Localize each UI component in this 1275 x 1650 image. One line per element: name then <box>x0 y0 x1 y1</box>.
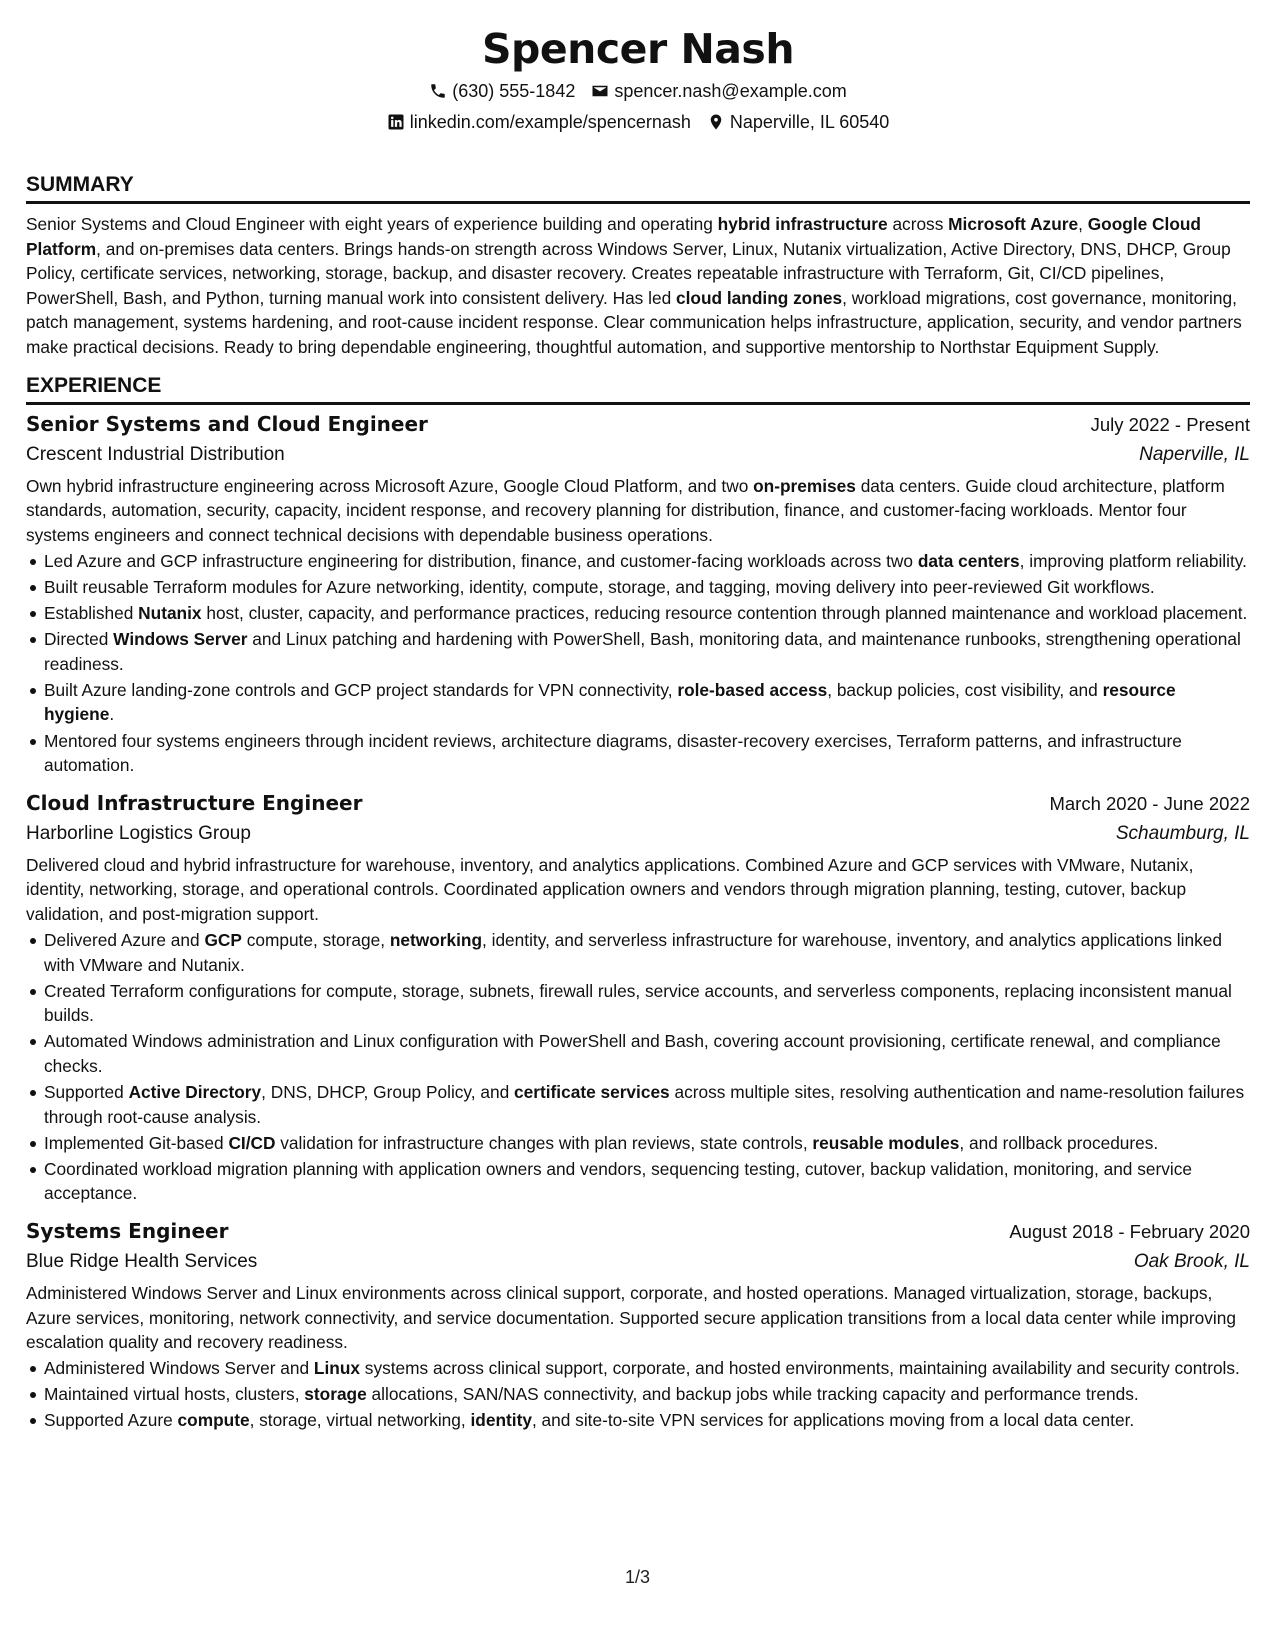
text-run: , DNS, DHCP, Group Policy, and <box>261 1082 515 1103</box>
job-entry <box>26 1216 1250 1433</box>
text-run: , improving platform reliability. <box>1019 550 1247 571</box>
job-subheader <box>26 819 1250 849</box>
phone-number: (630) 555-1842 <box>452 81 576 101</box>
phone-contact <box>429 80 575 102</box>
bullet-item <box>44 928 1250 977</box>
job-bullets <box>26 928 1250 1206</box>
text-run: Directed <box>44 629 114 650</box>
job-entry <box>26 409 1250 778</box>
experience-list <box>26 409 1250 1434</box>
text-run: across <box>887 214 949 234</box>
text-run: Built Azure landing-zone controls and GCP project standards for VPN connectivity, <box>44 679 678 700</box>
text-run: Administered Windows Server and Linux environments across clinical support, corporate, and hosted operations. Managed virtualization, storage, backups, Azure services, monitoring, network connectivity, and service documentation. Supported secure application transitions from a local data center while improving escalation quality and recovery readiness. <box>26 1283 1236 1353</box>
text-run: , and rollback procedures. <box>959 1132 1159 1153</box>
text-run: Administered Windows Server and <box>44 1358 314 1379</box>
bullet-item <box>44 1157 1250 1206</box>
bullet-item <box>44 1131 1250 1156</box>
text-run: systems across clinical support, corporate, and hosted environments, maintaining availability and security controls. <box>360 1358 1240 1379</box>
company-name: Blue Ridge Health Services <box>26 1251 258 1272</box>
bullet-item <box>44 549 1250 574</box>
bold-keyword: role-based access <box>677 679 828 700</box>
text-run: Supported <box>44 1082 129 1103</box>
job-location: Oak Brook, IL <box>1133 1251 1250 1272</box>
bold-keyword: compute <box>177 1410 250 1431</box>
text-run: , and site-to-site VPN services for applications moving from a local data center. <box>531 1410 1135 1431</box>
job-summary <box>26 474 1250 548</box>
bold-keyword: identity <box>470 1410 532 1431</box>
bold-keyword: data centers <box>917 550 1020 571</box>
text-run: compute, storage, <box>241 929 390 950</box>
job-dates: August 2018 - February 2020 <box>1009 1221 1250 1242</box>
contact-line-2 <box>26 111 1250 133</box>
bold-keyword: hybrid infrastructure <box>717 214 888 234</box>
text-run: Maintained virtual hosts, clusters, <box>44 1384 305 1405</box>
text-run: . <box>109 704 115 725</box>
location-text: Naperville, IL 60540 <box>729 112 890 132</box>
text-run: validation for infrastructure changes with plan reviews, state controls, <box>275 1132 813 1153</box>
text-run: Own hybrid infrastructure engineering across Microsoft Azure, Google Cloud Platform, and two <box>26 475 754 496</box>
text-run: Built reusable Terraform modules for Azure networking, identity, compute, storage, and tagging, moving delivery into peer-reviewed Git workflows. <box>44 576 1155 597</box>
bullet-item <box>44 627 1250 676</box>
resume-header <box>26 24 1250 133</box>
job-title: Cloud Infrastructure Engineer <box>26 790 363 815</box>
bold-keyword: Linux <box>313 1358 360 1379</box>
job-bullets <box>26 1356 1250 1433</box>
bold-keyword: networking <box>389 929 482 950</box>
text-run: Established <box>44 603 139 624</box>
text-run: Created Terraform configurations for compute, storage, subnets, firewall rules, service accounts, and serverless components, replacing inconsistent manual builds. <box>44 980 1232 1026</box>
linkedin-contact[interactable] <box>387 111 691 133</box>
bold-keyword: reusable modules <box>812 1132 960 1153</box>
text-run: Mentored four systems engineers through incident reviews, architecture diagrams, disaster-recovery exercises, Terraform patterns, and infrastructure automation. <box>44 730 1182 776</box>
text-run: and Linux patching and hardening with PowerShell, Bash, monitoring data, and maintenance runbooks, strengthening operational readiness. <box>44 629 1241 674</box>
experience-heading: EXPERIENCE <box>26 373 1250 405</box>
bold-keyword: cloud landing zones <box>676 287 843 308</box>
email-address[interactable]: spencer.nash@example.com <box>614 81 847 101</box>
text-run: , workload migrations, cost governance, monitoring, patch management, systems hardening, and root-cause incident response. Clear communication helps infrastructure, application, security, and vendor partners make practical decisions. Ready to bring dependable engineering, thoughtful automation, and supportive mentorship to Northstar Equipment Supply. <box>26 287 1242 357</box>
envelope-icon <box>591 82 609 100</box>
text-run: Senior Systems and Cloud Engineer with eight years of experience building and operating <box>26 214 718 234</box>
bullet-item <box>44 601 1250 626</box>
job-subheader <box>26 440 1250 470</box>
text-run: , and on-premises data centers. Brings hands-on strength across Windows Server, Linux, Nutanix virtualization, Active Directory, DNS, DHCP, Group Policy, certificate services, networking, storage, backup, and disaster recovery. Creates repeatable infrastructure with Terraform, Git, CI/CD pipelines, PowerShell, Bash, and Python, turning manual work into consistent delivery. Has led <box>26 238 1231 308</box>
bullet-item <box>44 1382 1250 1407</box>
text-run: Coordinated workload migration planning with application owners and vendors, sequencing testing, cutover, backup validation, monitoring, and service acceptance. <box>44 1158 1192 1204</box>
text-run: Automated Windows administration and Linux configuration with PowerShell and Bash, covering account provisioning, certificate renewal, and compliance checks. <box>44 1031 1221 1076</box>
bullet-item <box>44 979 1250 1028</box>
text-run: Implemented Git-based <box>44 1132 229 1153</box>
text-run: Supported Azure <box>44 1410 178 1431</box>
bullet-item <box>44 1408 1250 1433</box>
bold-keyword: Google Cloud Platform <box>26 214 1201 259</box>
location-contact <box>707 111 889 133</box>
bullet-item <box>44 729 1250 778</box>
bold-keyword: Windows Server <box>113 629 248 650</box>
page-number: 1/3 <box>624 1567 651 1587</box>
bold-keyword: certificate services <box>514 1082 670 1103</box>
text-run: Delivered Azure and <box>44 929 205 950</box>
bold-keyword: on-premises <box>753 475 856 496</box>
resume-page <box>26 0 1250 1433</box>
job-bullets <box>26 549 1250 778</box>
job-entry <box>26 788 1250 1206</box>
job-subheader <box>26 1247 1250 1277</box>
text-run: host, cluster, capacity, and performance practices, reducing resource contention through planned maintenance and workload placement. <box>201 603 1248 624</box>
job-summary <box>26 853 1250 927</box>
bold-keyword: Nutanix <box>138 603 202 624</box>
text-run: Delivered cloud and hybrid infrastructure for warehouse, inventory, and analytics applications. Combined Azure and GCP services with VMware, Nutanix, identity, networking, storage, and operational controls. Coordinated application owners and vendors through migration planning, testing, cutover, backup validation, and post-migration support. <box>26 854 1194 924</box>
bold-keyword: storage <box>304 1384 367 1405</box>
text-run: , identity, and serverless infrastructure for warehouse, inventory, and analytics applications linked with VMware and Nutanix. <box>44 929 1222 975</box>
job-header <box>26 409 1250 440</box>
bullet-item <box>44 575 1250 600</box>
candidate-name: Spencer Nash <box>481 25 795 73</box>
summary-text <box>26 212 1250 360</box>
job-header <box>26 788 1250 819</box>
job-dates: March 2020 - June 2022 <box>1049 792 1250 814</box>
job-dates: July 2022 - Present <box>1090 413 1250 435</box>
linkedin-url[interactable]: linkedin.com/example/spencernash <box>409 112 691 132</box>
text-run: , storage, virtual networking, <box>249 1410 471 1431</box>
job-summary <box>26 1281 1250 1355</box>
email-contact[interactable] <box>591 80 846 102</box>
bullet-item <box>44 678 1250 727</box>
text-run: Led Azure and GCP infrastructure engineering for distribution, finance, and customer-facing workloads across two <box>44 550 918 571</box>
bold-keyword: resource hygiene <box>44 679 1176 725</box>
bullet-item <box>44 1029 1250 1078</box>
bullet-item <box>44 1080 1250 1129</box>
summary-heading: SUMMARY <box>26 172 1250 204</box>
contact-line-1 <box>26 80 1250 102</box>
job-title: Systems Engineer <box>26 1219 229 1243</box>
text-run: data centers. Guide cloud architecture, platform standards, automation, security, capacity, incident response, and recovery planning for distribution, finance, and customer-facing workloads. Mentor four systems engineers and connect technical decisions with dependable business operations. <box>26 475 1225 545</box>
company-name: Crescent Industrial Distribution <box>26 443 285 465</box>
job-location: Schaumburg, IL <box>1115 822 1250 844</box>
bold-keyword: Microsoft Azure <box>948 214 1079 234</box>
company-name: Harborline Logistics Group <box>26 822 251 844</box>
phone-icon <box>429 82 447 100</box>
map-pin-icon <box>707 113 725 131</box>
text-run: , <box>1078 214 1088 234</box>
job-title: Senior Systems and Cloud Engineer <box>26 411 428 436</box>
bold-keyword: GCP <box>204 929 242 950</box>
job-header <box>26 1216 1250 1247</box>
bold-keyword: CI/CD <box>228 1132 276 1153</box>
text-run: allocations, SAN/NAS connectivity, and backup jobs while tracking capacity and performance trends. <box>366 1384 1139 1405</box>
text-run: across multiple sites, resolving authentication and name-resolution failures through root-cause analysis. <box>44 1082 1245 1127</box>
bold-keyword: Active Directory <box>128 1082 262 1103</box>
text-run: , backup policies, cost visibility, and <box>827 679 1103 700</box>
job-location: Naperville, IL <box>1139 443 1250 465</box>
bullet-item <box>44 1356 1250 1381</box>
linkedin-icon <box>387 113 405 131</box>
